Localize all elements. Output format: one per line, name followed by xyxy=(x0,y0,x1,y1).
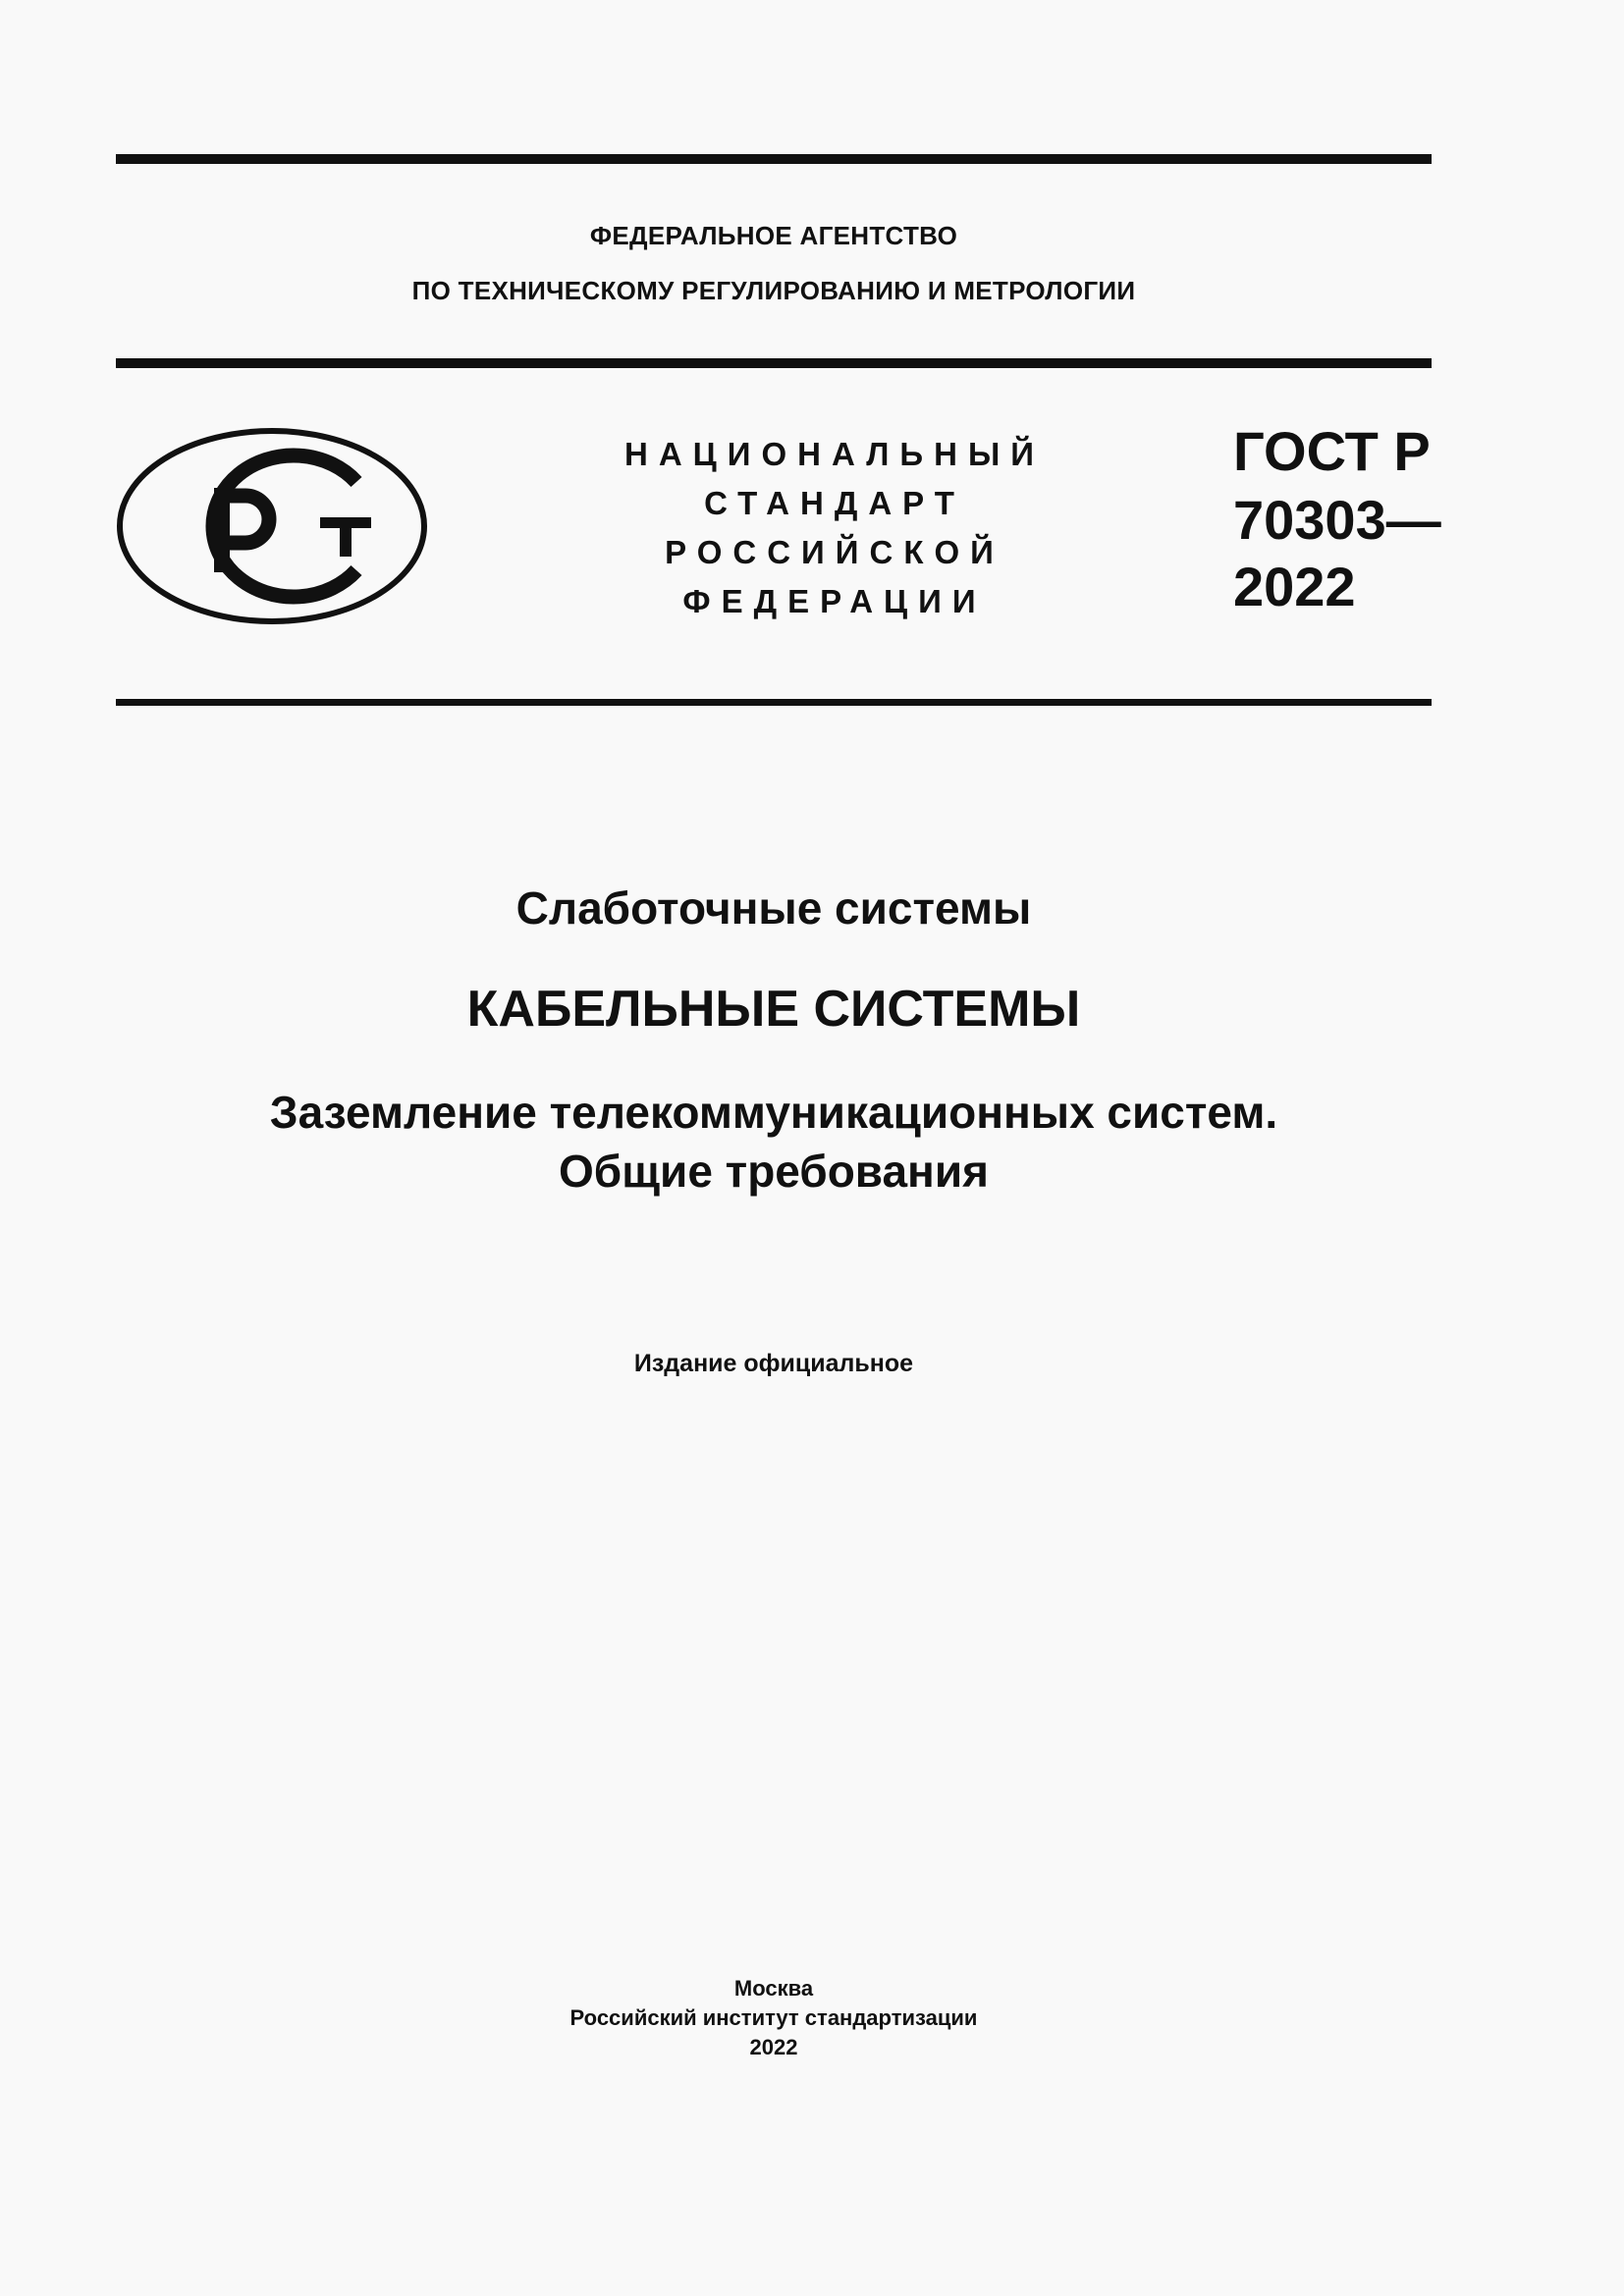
imprint-city: Москва xyxy=(733,1976,814,2001)
rst-logo-icon xyxy=(116,427,428,625)
agency-name-line2: ПО ТЕХНИЧЕСКОМУ РЕГУЛИРОВАНИЮ И МЕТРОЛОГИИ xyxy=(411,276,1136,305)
standard-designation-line1: ГОСТ Р xyxy=(1233,420,1431,482)
national-standard-line4: ФЕДЕРАЦИИ xyxy=(682,583,987,619)
national-standard-line3: РОССИЙСКОЙ xyxy=(665,534,1004,570)
standard-designation-line2: 70303— xyxy=(1233,489,1441,551)
imprint-year: 2022 xyxy=(749,2035,798,2059)
middle-rule xyxy=(116,358,1432,368)
title-description-line1: Заземление телекоммуникационных систем. xyxy=(269,1087,1278,1138)
agency-name-line1: ФЕДЕРАЛЬНОЕ АГЕНТСТВО xyxy=(589,221,958,250)
national-standard-line1: НАЦИОНАЛЬНЫЙ xyxy=(624,436,1045,472)
title-category: Слаботочные системы xyxy=(515,882,1032,934)
main-title: КАБЕЛЬНЫЕ СИСТЕМЫ xyxy=(466,981,1081,1038)
bottom-rule xyxy=(116,699,1432,706)
edition-label: Издание официальное xyxy=(633,1350,914,1377)
national-standard-line2: СТАНДАРТ xyxy=(704,485,965,521)
standard-designation-line3: 2022 xyxy=(1233,556,1356,617)
imprint-publisher: Российский институт стандартизации xyxy=(569,2005,978,2030)
title-description-line2: Общие требования xyxy=(559,1146,989,1197)
top-rule xyxy=(116,154,1432,164)
